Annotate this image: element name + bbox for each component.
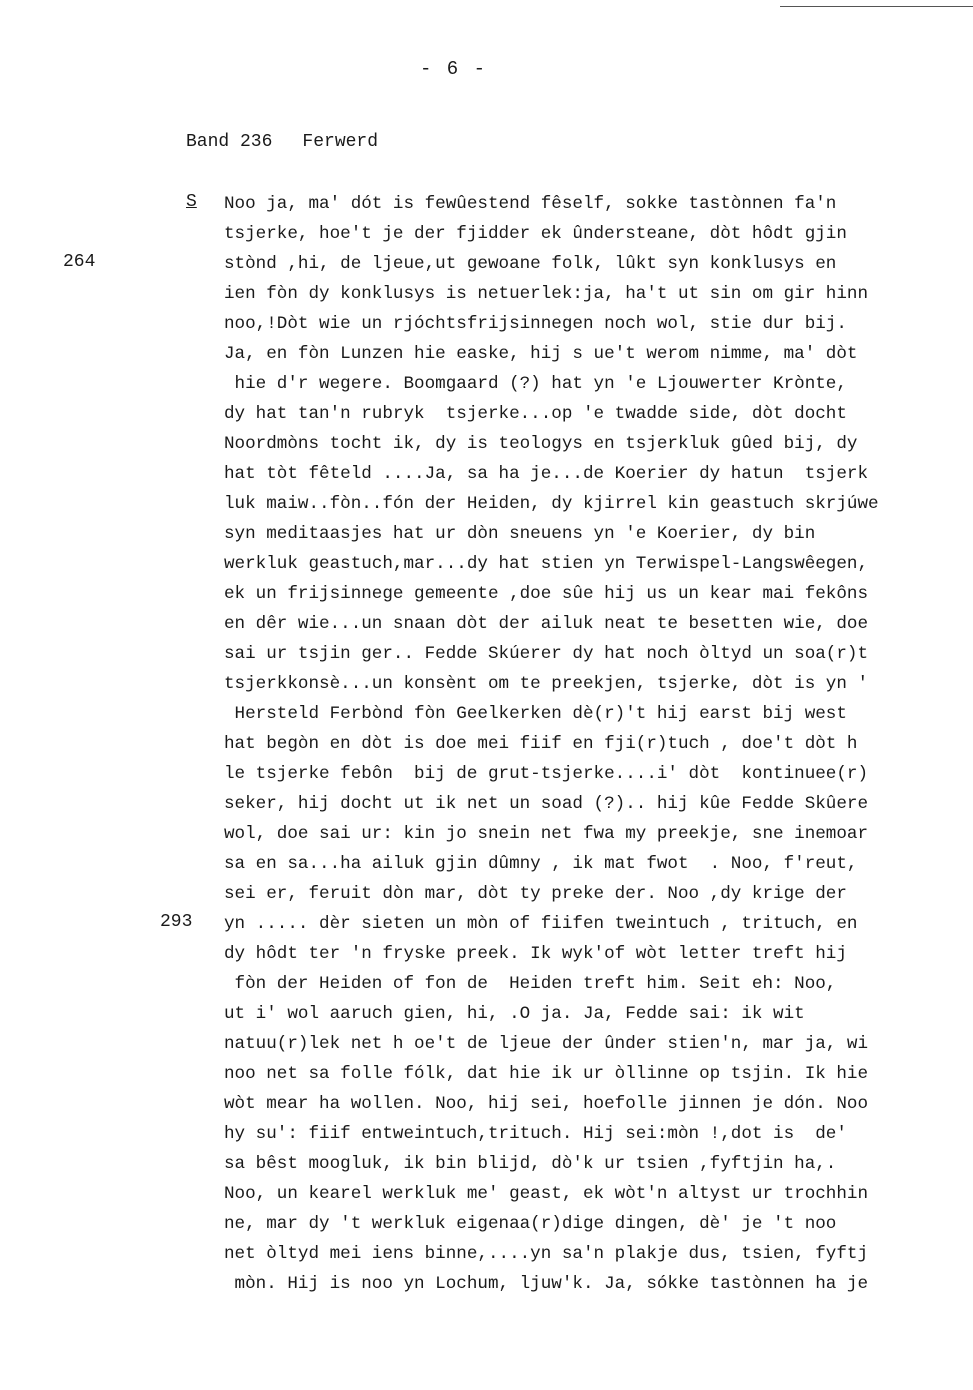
transcript-line: tsjerke, hoe't je der fjidder ek ûndersteane, dòt hôdt gjin <box>224 224 847 244</box>
transcript-line: net òltyd mei iens binne,....yn sa'n plakje dus, tsien, fyftj <box>224 1244 869 1264</box>
transcript-line: seker, hij docht ut ik net un soad (?).. hij kûe Fedde Skûere <box>224 794 869 814</box>
transcript-line: noo,!Dòt wie un rjóchtsfrijsinnegen noch wol, stie dur bij. <box>224 314 847 334</box>
transcript-line: syn meditaasjes hat ur dòn sneuens yn 'e Koerier, dy bin <box>224 524 816 544</box>
transcript-line: Noo, un kearel werkluk me' geast, ek wòt'n altyst ur trochhin <box>224 1184 869 1204</box>
transcript-line: sa bêst moogluk, ik bin blijd, dò'k ur tsien ,fyftjin ha,. <box>224 1154 837 1174</box>
margin-note-293: 293 <box>160 912 193 932</box>
transcript-line: sei er, feruit dòn mar, dòt ty preke der. Noo ,dy krige der <box>224 884 847 904</box>
page-number: - 6 - <box>420 58 488 80</box>
transcript-line: le tsjerke febôn bij de grut-tsjerke....i' dòt kontinuee(r) <box>224 764 869 784</box>
transcript-line: ne, mar dy 't werkluk eigenaa(r)dige dingen, dè' je 't noo <box>224 1214 837 1234</box>
transcript-line: luk maiw..fòn..fón der Heiden, dy kjirrel kin geastuch skrjúwe <box>224 494 879 514</box>
transcript-line: stònd ,hi, de ljeue,ut gewoane folk, lûkt syn konklusys en <box>224 254 837 274</box>
transcript-line: Ja, en fòn Lunzen hie easke, hij s ue't werom nimme, ma' dòt <box>224 344 858 364</box>
speaker-label: S <box>186 192 197 212</box>
transcript-line: en dêr wie...un snaan dòt der ailuk neat te besetten wie, doe <box>224 614 869 634</box>
transcript-line: werkluk geastuch,mar...dy hat stien yn Terwispel-Langswêegen, <box>224 554 869 574</box>
transcript-line: natuu(r)lek net h oe't de ljeue der ûnder stien'n, mar ja, wi <box>224 1034 869 1054</box>
transcript-line: sa en sa...ha ailuk gjin dûmny , ik mat fwot . Noo, f'reut, <box>224 854 858 874</box>
transcript-line: wòt mear ha wollen. Noo, hij sei, hoefolle jinnen je dón. Noo <box>224 1094 869 1114</box>
transcript-line: noo net sa folle fólk, dat hie ik ur òllinne op tsjin. Ik hie <box>224 1064 869 1084</box>
transcript-line: dy hat tan'n rubryk tsjerke...op 'e twadde side, dòt docht <box>224 404 847 424</box>
document-header <box>186 132 378 152</box>
transcript-line: hat tòt fêteld ....Ja, sa ha je...de Koerier dy hatun tsjerk <box>224 464 869 484</box>
margin-note-264: 264 <box>63 252 96 272</box>
top-rule <box>780 6 973 7</box>
transcript-line: tsjerkkonsè...un konsènt om te preekjen, tsjerke, dòt is yn ' <box>224 674 869 694</box>
transcript-line: ien fòn dy konklusys is netuerlek:ja, ha't ut sin om gir hinn <box>224 284 869 304</box>
transcript-line: dy hôdt ter 'n fryske preek. Ik wyk'of wòt letter treft hij <box>224 944 847 964</box>
transcript-line: Hersteld Ferbònd fòn Geelkerken dè(r)'t hij earst bij west <box>224 704 847 724</box>
transcript-text <box>224 189 973 1299</box>
transcript-line: ut i' wol aaruch gien, hi, .O ja. Ja, Fedde sai: ik wit <box>224 1004 805 1024</box>
transcript-line: ek un frijsinnege gemeente ,doe sûe hij us un kear mai fekôns <box>224 584 869 604</box>
transcript-line: hie d'r wegere. Boomgaard (?) hat yn 'e Ljouwerter Krònte, <box>224 374 847 394</box>
transcript-line: hy su': fiif entweintuch,trituch. Hij sei:mòn !,dot is de' <box>224 1124 847 1144</box>
transcript-line: yn ..... dèr sieten un mòn of fiifen tweintuch , trituch, en <box>224 914 858 934</box>
transcript-line: mòn. Hij is noo yn Lochum, ljuw'k. Ja, sókke tastònnen ha je <box>224 1274 869 1294</box>
place-label: Ferwerd <box>302 132 379 152</box>
transcript-line: sai ur tsjin ger.. Fedde Skúerer dy hat noch òltyd un soa(r)t <box>224 644 869 664</box>
transcript-line: Noordmòns tocht ik, dy is teologys en tsjerkluk gûed bij, dy <box>224 434 858 454</box>
transcript-line: fòn der Heiden of fon de Heiden treft him. Seit eh: Noo, <box>224 974 837 994</box>
band-label: Band 236 <box>186 132 273 152</box>
transcript-line: Noo ja, ma' dót is fewûestend fêself, sokke tastònnen fa'n <box>224 194 837 214</box>
transcript-line: wol, doe sai ur: kin jo snein net fwa my preekje, sne inemoar <box>224 824 869 844</box>
transcript-line: hat begòn en dòt is doe mei fiif en fji(r)tuch , doe't dòt h <box>224 734 858 754</box>
